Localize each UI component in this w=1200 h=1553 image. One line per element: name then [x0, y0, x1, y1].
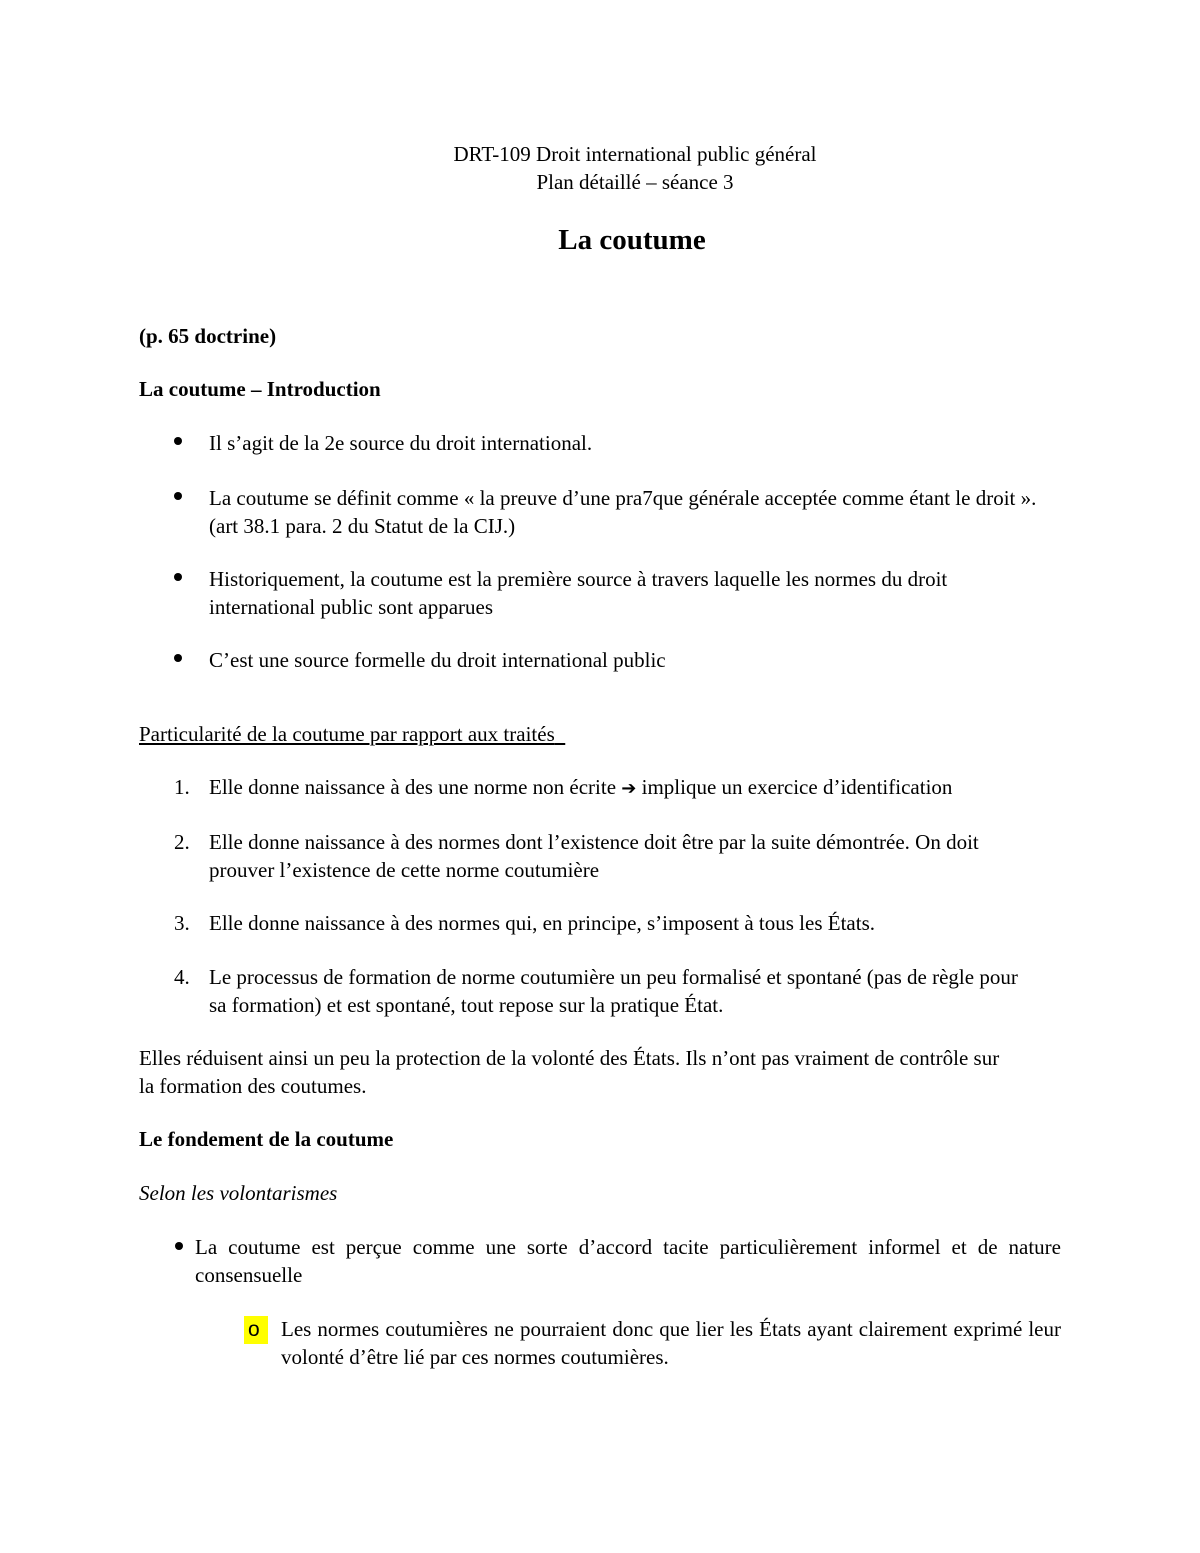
doctrine-reference: (p. 65 doctrine)	[139, 324, 277, 348]
particularite-item-2: Elle donne naissance à des normes dont l’existence doit être par la suite démontrée. On doit prouver l’existence de cette norme coutumière	[209, 830, 979, 882]
intro-heading: La coutume – Introduction	[139, 377, 381, 401]
page-title: La coutume	[558, 224, 706, 256]
list-number: 2.	[174, 830, 190, 854]
fondement-bullet: La coutume est perçue comme une sorte d’accord tacite particulièrement informel et de nature consensuelle	[195, 1235, 1061, 1287]
circle-marker-icon: o	[244, 1316, 268, 1344]
course-title: DRT-109 Droit international public général	[453, 142, 817, 166]
particularite-item-4: Le processus de formation de norme coutumière un peu formalisé et spontané (pas de règle pour sa formation) et est spontané, tout repose sur la pratique État.	[209, 965, 1018, 1017]
particularite-item-1: Elle donne naissance à des une norme non écrite ➔ implique un exercice d’identification	[209, 775, 953, 799]
volontarismes-subheading: Selon les volontarismes	[139, 1181, 338, 1205]
bullet-dot	[175, 1242, 183, 1250]
right-arrow-icon: ➔	[621, 778, 637, 799]
fondement-heading: Le fondement de la coutume	[139, 1127, 394, 1151]
bullet-dot	[174, 573, 182, 581]
intro-bullet-2: La coutume se définit comme « la preuve d’une pra7que générale acceptée comme étant le droit ». (art 38.1 para. 2 du Statut de la CIJ.)	[209, 486, 1037, 538]
fondement-sub-bullet: Les normes coutumières ne pourraient donc que lier les États ayant clairement exprimé leur volonté d’être lié par ces normes coutumières.	[281, 1317, 1061, 1369]
intro-bullet-3: Historiquement, la coutume est la première source à travers laquelle les normes du droit international public sont apparues	[209, 567, 948, 619]
bullet-dot	[174, 492, 182, 500]
particularite-conclusion: Elles réduisent ainsi un peu la protection de la volonté des États. Ils n’ont pas vraiment de contrôle sur la formation des coutumes.	[139, 1046, 1000, 1098]
particularite-item-3: Elle donne naissance à des normes qui, en principe, s’imposent à tous les États.	[209, 911, 876, 935]
intro-bullet-4: C’est une source formelle du droit international public	[209, 648, 666, 672]
list-number: 1.	[174, 775, 190, 799]
list-number: 3.	[174, 911, 190, 935]
plan-subtitle: Plan détaillé – séance 3	[536, 170, 734, 194]
list-number: 4.	[174, 965, 190, 989]
bullet-dot	[174, 437, 182, 445]
particularite-heading: Particularité de la coutume par rapport aux traités	[139, 722, 555, 746]
sub-bullet-marker	[244, 1315, 268, 1343]
intro-bullet-1: Il s’agit de la 2e source du droit international.	[209, 431, 593, 455]
bullet-dot	[174, 654, 182, 662]
